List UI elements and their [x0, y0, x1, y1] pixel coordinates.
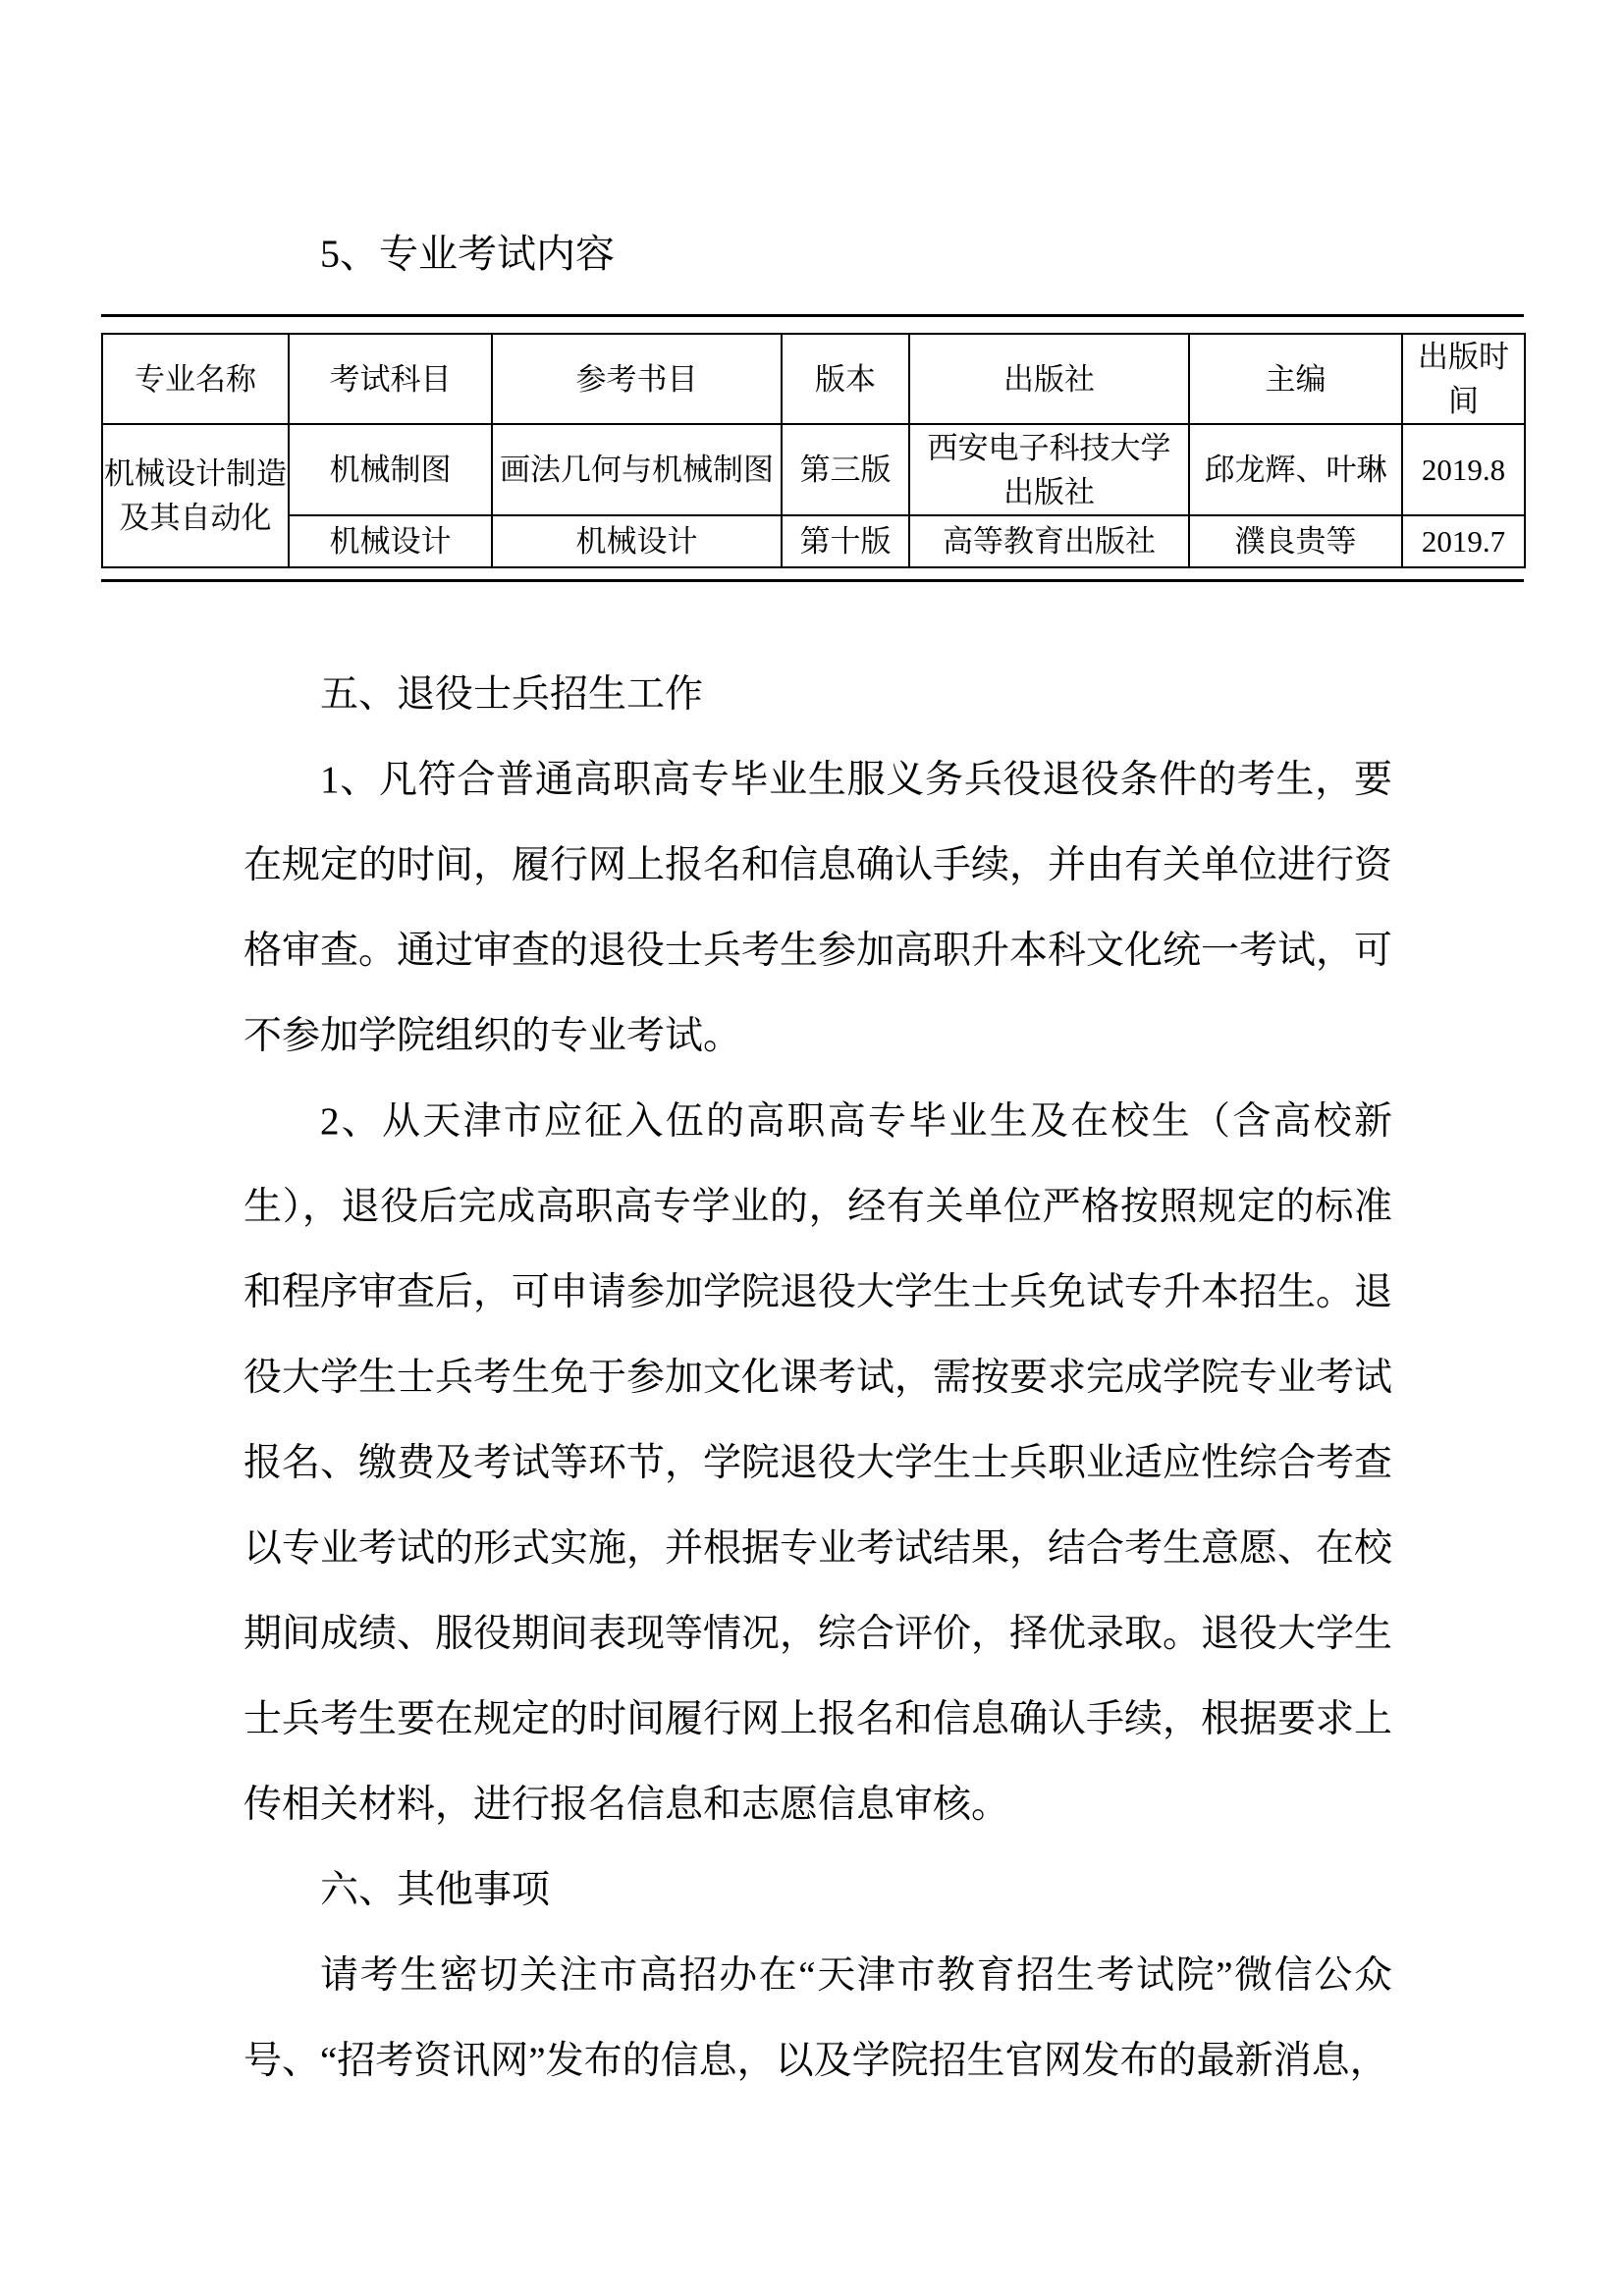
header-publisher: 出版社	[909, 334, 1189, 424]
table-row	[102, 424, 1525, 515]
cell-editor: 邱龙辉、叶琳	[1189, 424, 1402, 515]
cell-editor: 濮良贵等	[1189, 515, 1402, 567]
header-published: 出版时间	[1402, 334, 1525, 424]
header-book: 参考书目	[492, 334, 782, 424]
exam-content-table	[101, 333, 1526, 568]
cell-book: 机械设计	[492, 515, 782, 567]
cell-edition: 第三版	[782, 424, 909, 515]
header-subject: 考试科目	[289, 334, 492, 424]
table-header-row	[102, 334, 1525, 424]
cell-subject: 机械制图	[289, 424, 492, 515]
section6-title: 六、其他事项	[320, 1869, 551, 1911]
section5-paragraph-1: 1、凡符合普通高职高专毕业生服义务兵役退役条件的考生，要在规定的时间，履行网上报名和信息确认手续，并由有关单位进行资格审查。通过审查的退役士兵考生参加高职升本科文化统一考试，可不参加学院组织的专业考试。	[244, 759, 1393, 1057]
table-row	[102, 515, 1525, 567]
cell-published: 2019.7	[1402, 515, 1525, 567]
cell-publisher: 高等教育出版社	[909, 515, 1189, 567]
cell-published: 2019.8	[1402, 424, 1525, 515]
section5-paragraph-2: 2、从天津市应征入伍的高职高专毕业生及在校生（含高校新生），退役后完成高职高专学业的，经有关单位严格按照规定的标准和程序审查后，可申请参加学院退役大学生士兵免试专升本招生。退役大学生士兵考生免于参加文化课考试，需按要求完成学院专业考试报名、缴费及考试等环节，学院退役大学生士兵职业适应性综合考查以专业考试的形式实施，并根据专业考试结果，结合考生意愿、在校期间成绩、服役期间表现等情况，综合评价，择优录取。退役大学生士兵考生要在规定的时间履行网上报名和信息确认手续，根据要求上传相关材料，进行报名信息和志愿信息审核。	[244, 1100, 1393, 1826]
cell-subject: 机械设计	[289, 515, 492, 567]
section5-title: 五、退役士兵招生工作	[320, 673, 704, 716]
page-content	[0, 211, 1624, 2104]
cell-book: 画法几何与机械制图	[492, 424, 782, 515]
cell-publisher: 西安电子科技大学出版社	[909, 424, 1189, 515]
header-editor: 主编	[1189, 334, 1402, 424]
heading-exam-content: 5、专业考试内容	[320, 232, 615, 276]
exam-table-frame	[101, 314, 1524, 582]
cell-major-name: 机械设计制造及其自动化	[102, 424, 289, 567]
header-edition: 版本	[782, 334, 909, 424]
section6-paragraph-1: 请考生密切关注市高招办在“天津市教育招生考试院”微信公众号、“招考资讯网”发布的信息，以及学院招生官网发布的最新消息，	[244, 1954, 1392, 2082]
header-major: 专业名称	[102, 334, 289, 424]
cell-edition: 第十版	[782, 515, 909, 567]
